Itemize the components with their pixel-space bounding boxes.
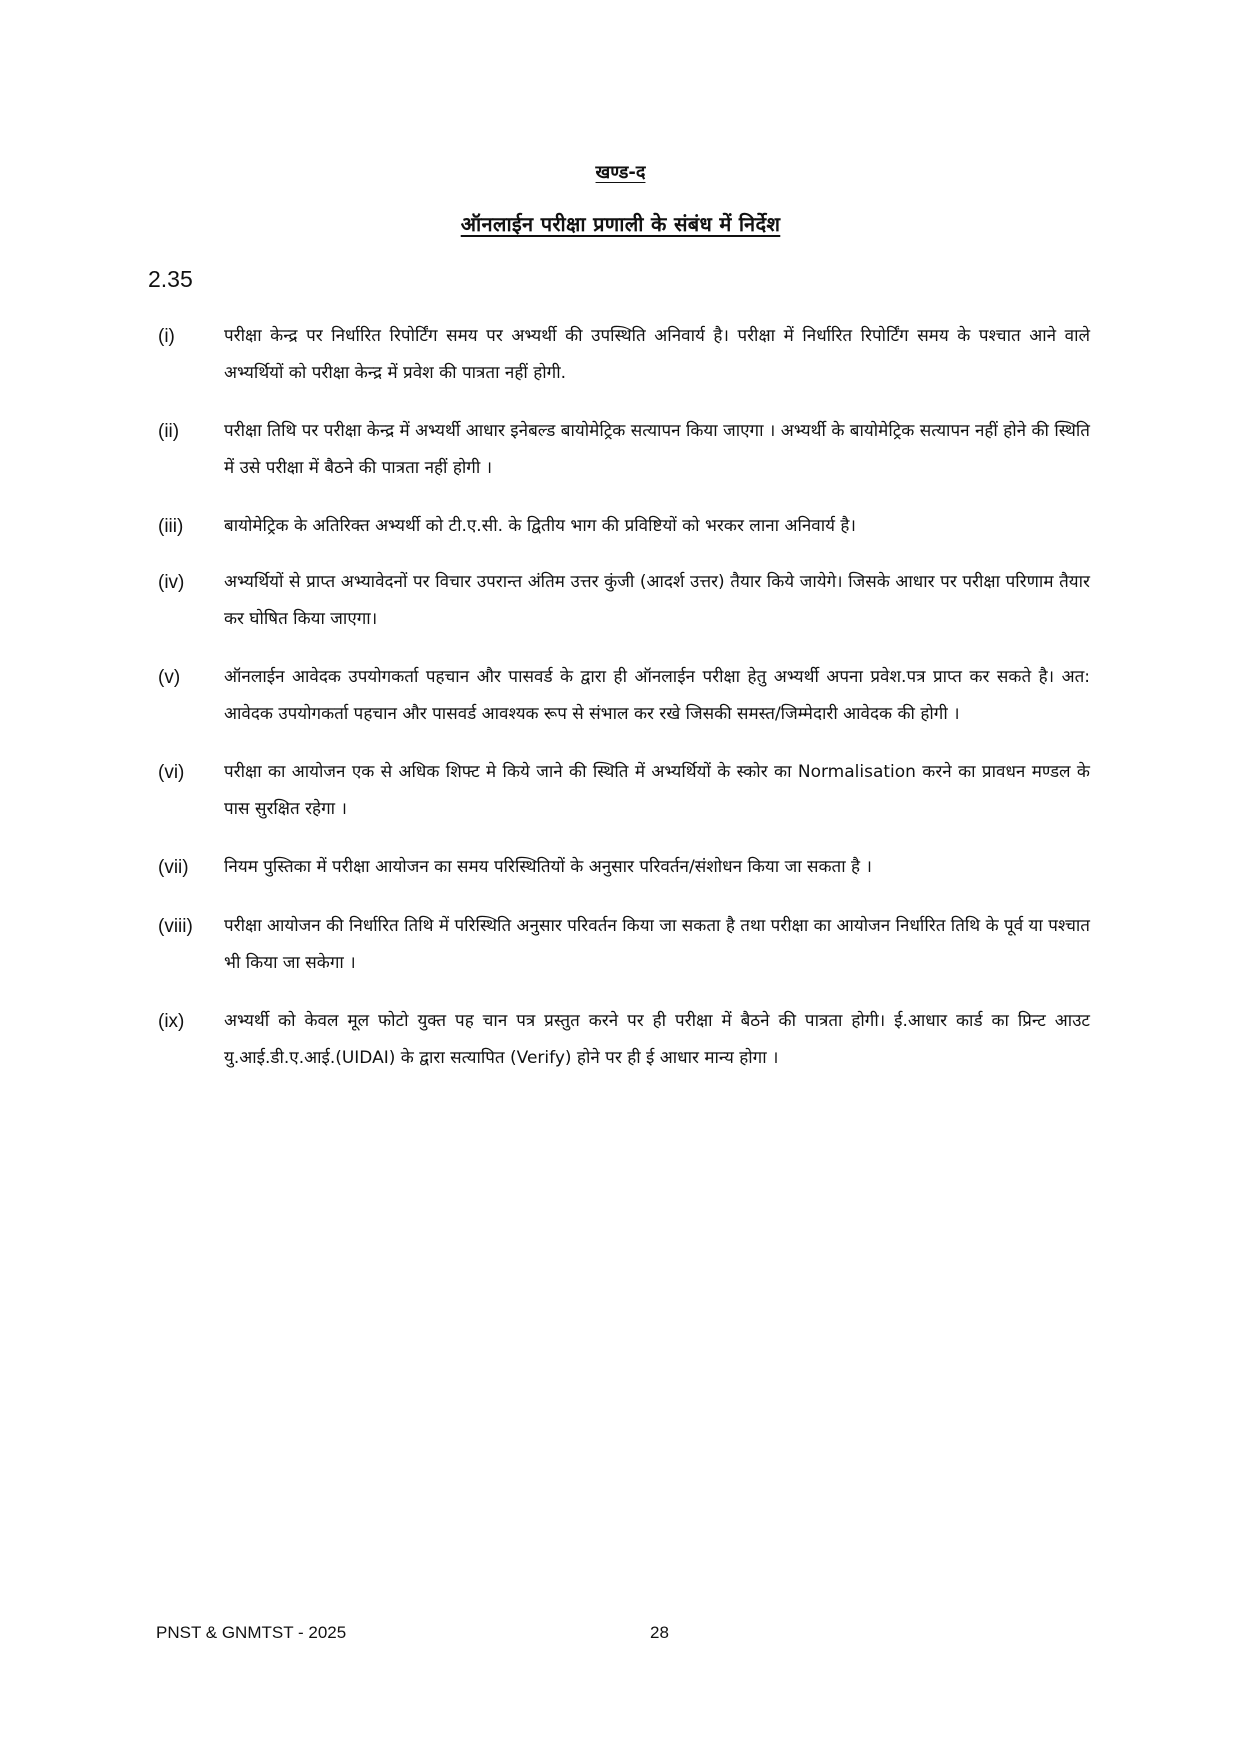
item-text: ऑनलाईन आवेदक उपयोगकर्ता पहचान और पासवर्ड के द्वारा ही ऑनलाईन परीक्षा हेतु अभ्यर्थी अपना प्रवेश.पत्र प्राप्त कर सकते है। अत: आवेदक उपयोगकर्ता पहचान और पासवर्ड आवश्यक रूप से संभाल कर रखे जिसकी समस्त/जिम्मेदारी आवेदक की होगी । bbox=[224, 667, 1090, 724]
item-number: (vii) bbox=[158, 857, 189, 878]
list-item bbox=[158, 659, 1090, 733]
item-text: बायोमेट्रिक के अतिरिक्त अभ्यर्थी को टी.ए.सी. के द्वितीय भाग की प्रविष्टियों को भरकर लाना अनिवार्य है। bbox=[224, 516, 856, 536]
item-text: अभ्यर्थी को केवल मूल फोटो युक्त पह चान पत्र प्रस्तुत करने पर ही परीक्षा में बैठने की पात्रता होगी। ई.आधार कार्ड का प्रिन्ट आउट यु.आई.डी.ए.आई.(UIDAI) के द्वारा सत्यापित (Verify) होने पर ही ई आधार मान्य होगा । bbox=[224, 1011, 1090, 1068]
item-text: अभ्यर्थियों से प्राप्त अभ्यावेदनों पर विचार उपरान्त अंतिम उत्तर कुंजी (आदर्श उत्तर) तैयार किये जायेगे। जिसके आधार पर परीक्षा परिणाम तैयार कर घोषित किया जाएगा। bbox=[224, 572, 1090, 629]
item-text: परीक्षा का आयोजन एक से अधिक शिफ्ट मे किये जाने की स्थिति में अभ्यर्थियों के स्कोर का Normalisation करने का प्रावधन मण्डल के पास सुरक्षित रहेगा । bbox=[224, 762, 1090, 819]
section-label: खण्ड-द bbox=[595, 162, 646, 183]
item-number: (iv) bbox=[158, 572, 185, 593]
item-number: (i) bbox=[158, 326, 175, 347]
item-number: (ix) bbox=[158, 1011, 185, 1032]
section-number: 2.35 bbox=[148, 266, 193, 292]
item-number: (ii) bbox=[158, 421, 180, 442]
instruction-list bbox=[158, 318, 1090, 1098]
list-item bbox=[158, 508, 1090, 546]
list-item bbox=[158, 849, 1090, 887]
list-item bbox=[158, 318, 1090, 392]
item-text: परीक्षा तिथि पर परीक्षा केन्द्र में अभ्यर्थी आधार इनेबल्ड बायोमेट्रिक सत्यापन किया जाएगा । अभ्यर्थी के बायोमेट्रिक सत्यापन नहीं होने की स्थिति में उसे परीक्षा में बैठने की पात्रता नहीं होगी । bbox=[224, 421, 1090, 478]
item-number: (viii) bbox=[158, 916, 193, 937]
item-number: (v) bbox=[158, 667, 181, 688]
list-item bbox=[158, 908, 1090, 982]
list-item bbox=[158, 754, 1090, 828]
item-number: (iii) bbox=[158, 516, 184, 537]
item-number: (vi) bbox=[158, 762, 185, 783]
footer-exam-name: PNST & GNMTST - 2025 bbox=[156, 1623, 347, 1642]
item-text: परीक्षा आयोजन की निर्धारित तिथि में परिस्थिति अनुसार परिवर्तन किया जा सकता है तथा परीक्षा का आयोजन निर्धारित तिथि के पूर्व या पश्चात भी किया जा सकेगा । bbox=[224, 916, 1090, 973]
item-text: नियम पुस्तिका में परीक्षा आयोजन का समय परिस्थितियों के अनुसार परिवर्तन/संशोधन किया जा सकता है । bbox=[224, 857, 872, 877]
list-item bbox=[158, 1003, 1090, 1077]
item-text: परीक्षा केन्द्र पर निर्धारित रिपोर्टिंग समय पर अभ्यर्थी की उपस्थिति अनिवार्य है। परीक्षा में निर्धारित रिपोर्टिंग समय के पश्चात आने वाले अभ्यर्थियों को परीक्षा केन्द्र में प्रवेश की पात्रता नहीं होगी. bbox=[224, 326, 1090, 383]
section-heading: ऑनलाईन परीक्षा प्रणाली के संबंध में निर्देश bbox=[460, 212, 781, 236]
page-number: 28 bbox=[650, 1623, 669, 1642]
list-item bbox=[158, 564, 1090, 638]
list-item bbox=[158, 413, 1090, 487]
